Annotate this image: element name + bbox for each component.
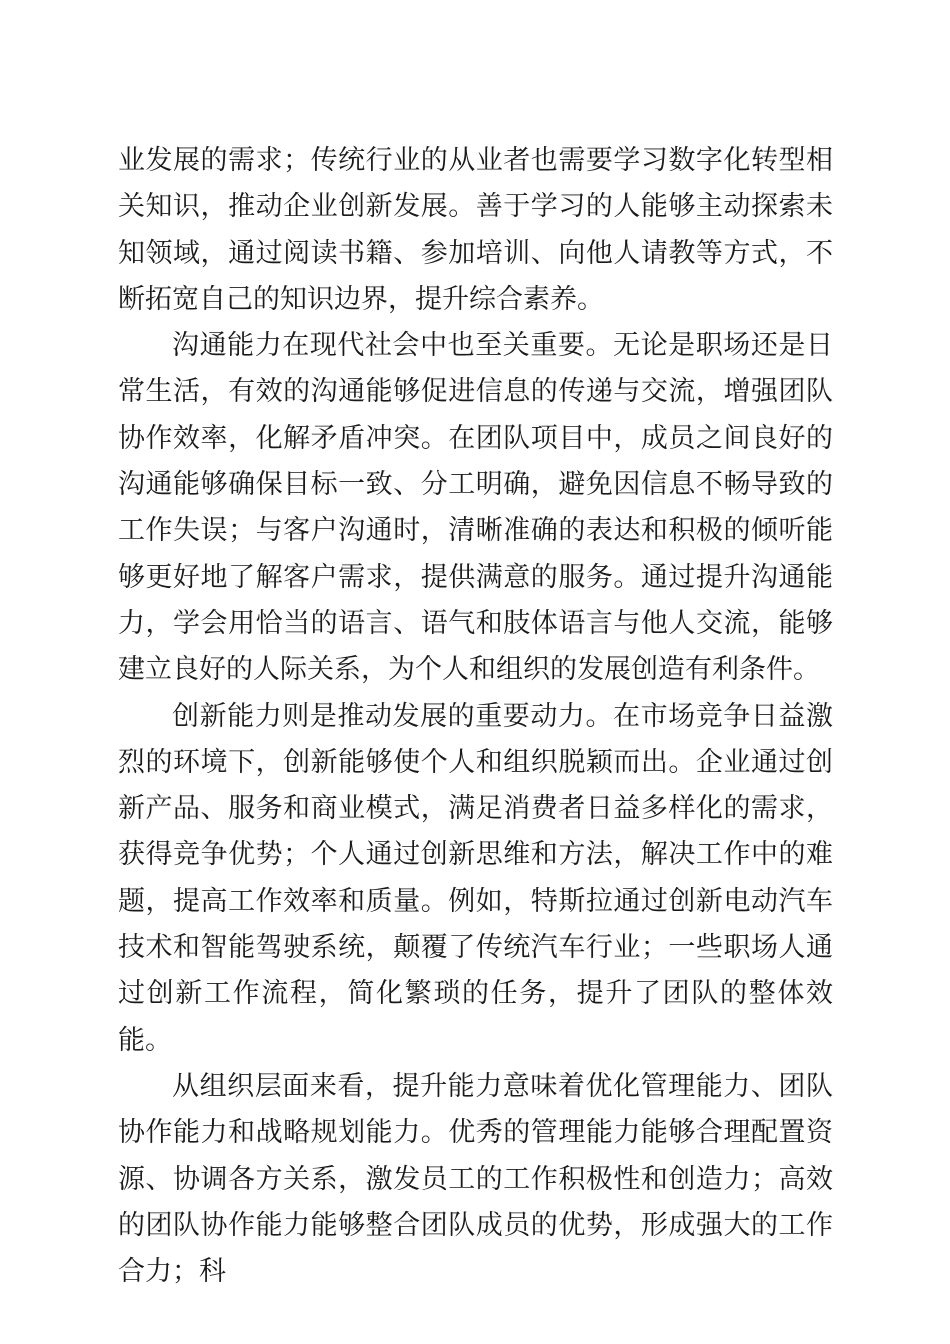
paragraph-communication: 沟通能力在现代社会中也至关重要。无论是职场还是日常生活，有效的沟通能够促进信息的传递与交流，增强团队协作效率，化解矛盾冲突。在团队项目中，成员之间良好的沟通能够确保目标一致、分工明确，避免因信息不畅导致的工作失误；与客户沟通时，清晰准确的表达和积极的倾听能够更好地了解客户需求，提供满意的服务。通过提升沟通能力，学会用恰当的语言、语气和肢体语言与他人交流，能够建立良好的人际关系，为个人和组织的发展创造有利条件。 bbox=[118, 330, 833, 686]
body-text bbox=[118, 138, 833, 1295]
paragraph-organization: 从组织层面来看，提升能力意味着优化管理能力、团队协作能力和战略规划能力。优秀的管理能力能够合理配置资源、协调各方关系，激发员工的工作积极性和创造力；高效的团队协作能力能够整合团队成员的优势，形成强大的工作合力；科 bbox=[118, 1070, 833, 1288]
paragraph-innovation: 创新能力则是推动发展的重要动力。在市场竞争日益激烈的环境下，创新能够使个人和组织脱颖而出。企业通过创新产品、服务和商业模式，满足消费者日益多样化的需求，获得竞争优势；个人通过创新思维和方法，解决工作中的难题，提高工作效率和质量。例如，特斯拉通过创新电动汽车技术和智能驾驶系统，颠覆了传统汽车行业；一些职场人通过创新工作流程，简化繁琐的任务，提升了团队的整体效能。 bbox=[118, 700, 833, 1056]
paragraph-continuation: 业发展的需求；传统行业的从业者也需要学习数字化转型相关知识，推动企业创新发展。善于学习的人能够主动探索未知领域，通过阅读书籍、参加培训、向他人请教等方式，不断拓宽自己的知识边界，提升综合素养。 bbox=[118, 145, 833, 315]
